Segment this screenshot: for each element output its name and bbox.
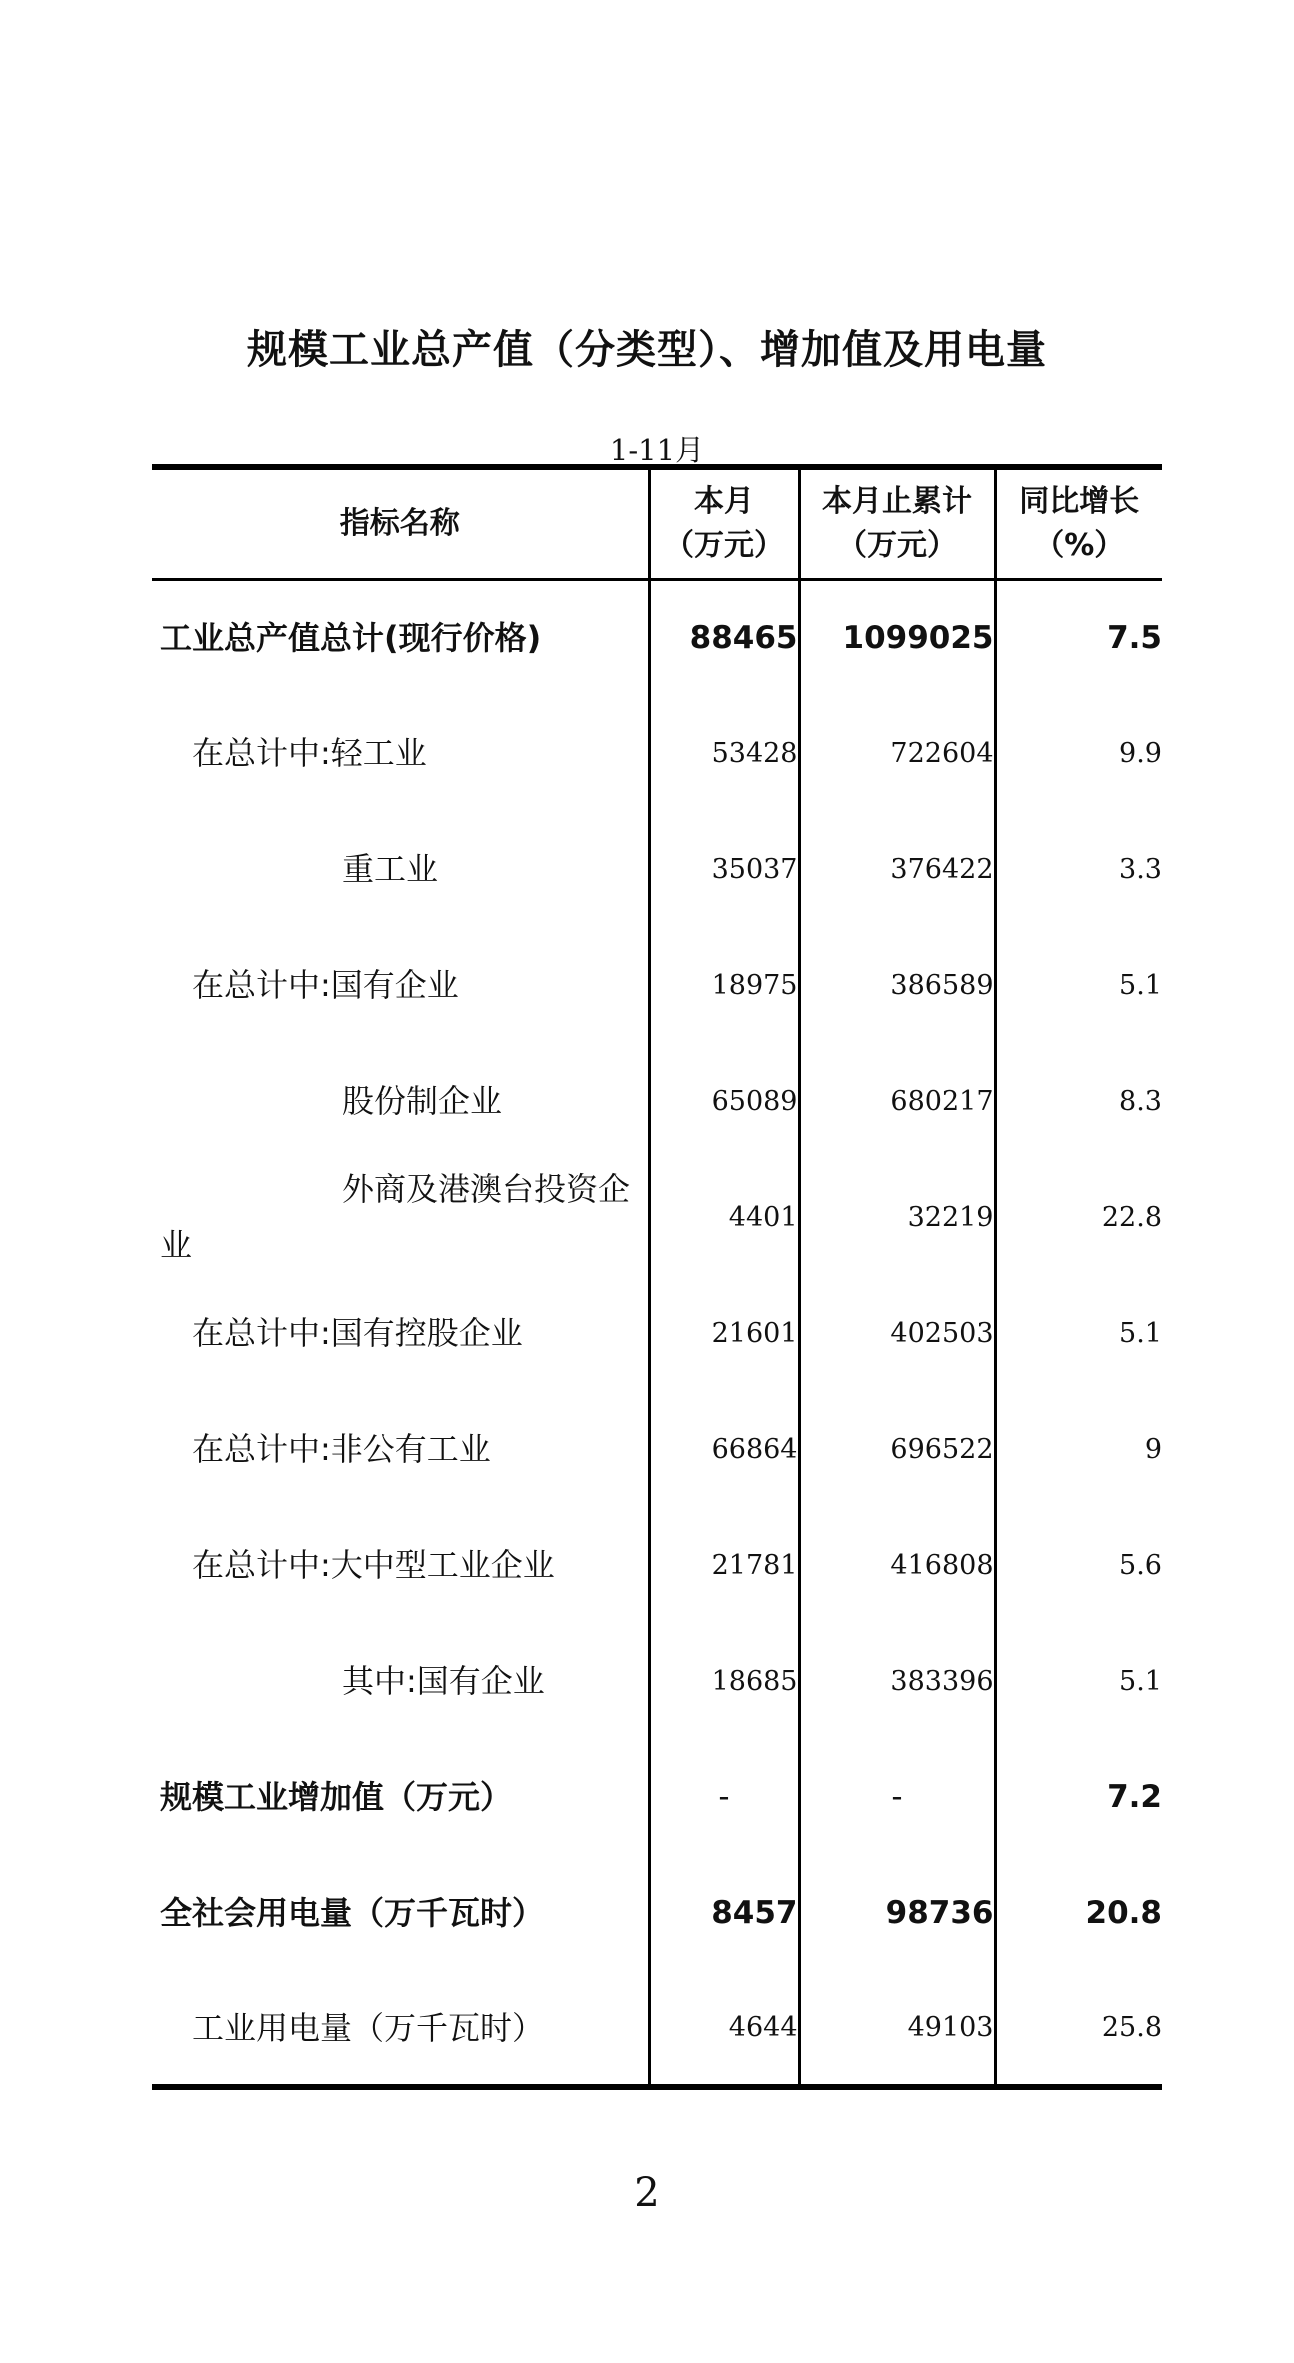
row-cumulative: 696522 xyxy=(799,1391,995,1507)
table-row xyxy=(152,1739,1162,1855)
table-header-row xyxy=(152,467,1162,579)
row-name: 外商及港澳台投资企业 xyxy=(160,1170,631,1264)
header-growth-unit: （%） xyxy=(1034,527,1125,563)
row-cumulative: 1099025 xyxy=(799,579,995,695)
row-month: 21601 xyxy=(649,1275,799,1391)
header-growth-label: 同比增长 xyxy=(1019,483,1140,519)
row-cumulative: 376422 xyxy=(799,811,995,927)
row-name: 规模工业增加值（万元） xyxy=(160,1778,513,1816)
table-row xyxy=(152,579,1162,695)
row-name: 在总计中:国有控股企业 xyxy=(192,1314,523,1352)
row-cumulative: - xyxy=(799,1739,995,1855)
row-name: 在总计中:轻工业 xyxy=(192,734,427,772)
row-growth: 25.8 xyxy=(995,1971,1162,2087)
row-growth: 5.1 xyxy=(995,1623,1162,1739)
table-row xyxy=(152,1043,1162,1159)
row-month: 65089 xyxy=(649,1043,799,1159)
row-month: 18685 xyxy=(649,1623,799,1739)
row-growth: 7.2 xyxy=(995,1739,1162,1855)
table-row xyxy=(152,927,1162,1043)
row-growth: 8.3 xyxy=(995,1043,1162,1159)
header-indicator-name: 指标名称 xyxy=(152,467,649,579)
row-month: 4401 xyxy=(649,1159,799,1275)
table-row xyxy=(152,1275,1162,1391)
row-month: 35037 xyxy=(649,811,799,927)
row-name: 股份制企业 xyxy=(342,1082,503,1120)
row-name: 全社会用电量（万千瓦时） xyxy=(160,1894,545,1932)
row-name: 其中:国有企业 xyxy=(342,1662,545,1700)
row-month: 66864 xyxy=(649,1391,799,1507)
row-cumulative: 722604 xyxy=(799,695,995,811)
row-month: 8457 xyxy=(649,1855,799,1971)
header-month-label: 本月 xyxy=(694,483,754,519)
row-cumulative: 383396 xyxy=(799,1623,995,1739)
row-growth: 9 xyxy=(995,1391,1162,1507)
row-cumulative: 386589 xyxy=(799,927,995,1043)
row-month: 88465 xyxy=(649,579,799,695)
row-cumulative: 49103 xyxy=(799,1971,995,2087)
row-cumulative: 32219 xyxy=(799,1159,995,1275)
row-name: 工业用电量（万千瓦时） xyxy=(152,1971,649,2087)
table-row xyxy=(152,811,1162,927)
row-cumulative: 680217 xyxy=(799,1043,995,1159)
statistics-table xyxy=(152,464,1162,2090)
page-number: 2 xyxy=(634,2170,660,2216)
header-cumulative xyxy=(799,467,995,579)
header-cumulative-unit: （万元） xyxy=(837,527,957,563)
row-name: 在总计中:大中型工业企业 xyxy=(192,1546,555,1584)
table-row xyxy=(152,1855,1162,1971)
table-row xyxy=(152,1391,1162,1507)
row-cumulative: 402503 xyxy=(799,1275,995,1391)
row-name: 在总计中:非公有工业 xyxy=(192,1430,491,1468)
row-growth: 22.8 xyxy=(995,1159,1162,1275)
table-row xyxy=(152,695,1162,811)
header-month-unit: （万元） xyxy=(664,527,784,563)
row-growth: 20.8 xyxy=(995,1855,1162,1971)
row-name: 在总计中:国有企业 xyxy=(192,966,459,1004)
row-name: 工业总产值总计(现行价格) xyxy=(160,618,542,657)
header-growth xyxy=(995,467,1162,579)
row-growth: 9.9 xyxy=(995,695,1162,811)
table-row xyxy=(152,1971,1162,2087)
row-growth: 7.5 xyxy=(995,579,1162,695)
row-growth: 3.3 xyxy=(995,811,1162,927)
table-row xyxy=(152,1623,1162,1739)
row-month: - xyxy=(649,1739,799,1855)
row-name: 重工业 xyxy=(342,850,439,888)
row-month: 21781 xyxy=(649,1507,799,1623)
row-month: 4644 xyxy=(649,1971,799,2087)
row-month: 18975 xyxy=(649,927,799,1043)
row-growth: 5.1 xyxy=(995,927,1162,1043)
header-cumulative-label: 本月止累计 xyxy=(822,483,972,519)
row-growth: 5.1 xyxy=(995,1275,1162,1391)
period-label: 1-11月 xyxy=(609,433,705,467)
row-cumulative: 98736 xyxy=(799,1855,995,1971)
table-row xyxy=(152,1507,1162,1623)
row-growth: 5.6 xyxy=(995,1507,1162,1623)
page-title: 规模工业总产值（分类型）、增加值及用电量 xyxy=(247,327,1047,373)
row-cumulative: 416808 xyxy=(799,1507,995,1623)
row-month: 53428 xyxy=(649,695,799,811)
table-row xyxy=(152,1159,1162,1275)
header-month xyxy=(649,467,799,579)
